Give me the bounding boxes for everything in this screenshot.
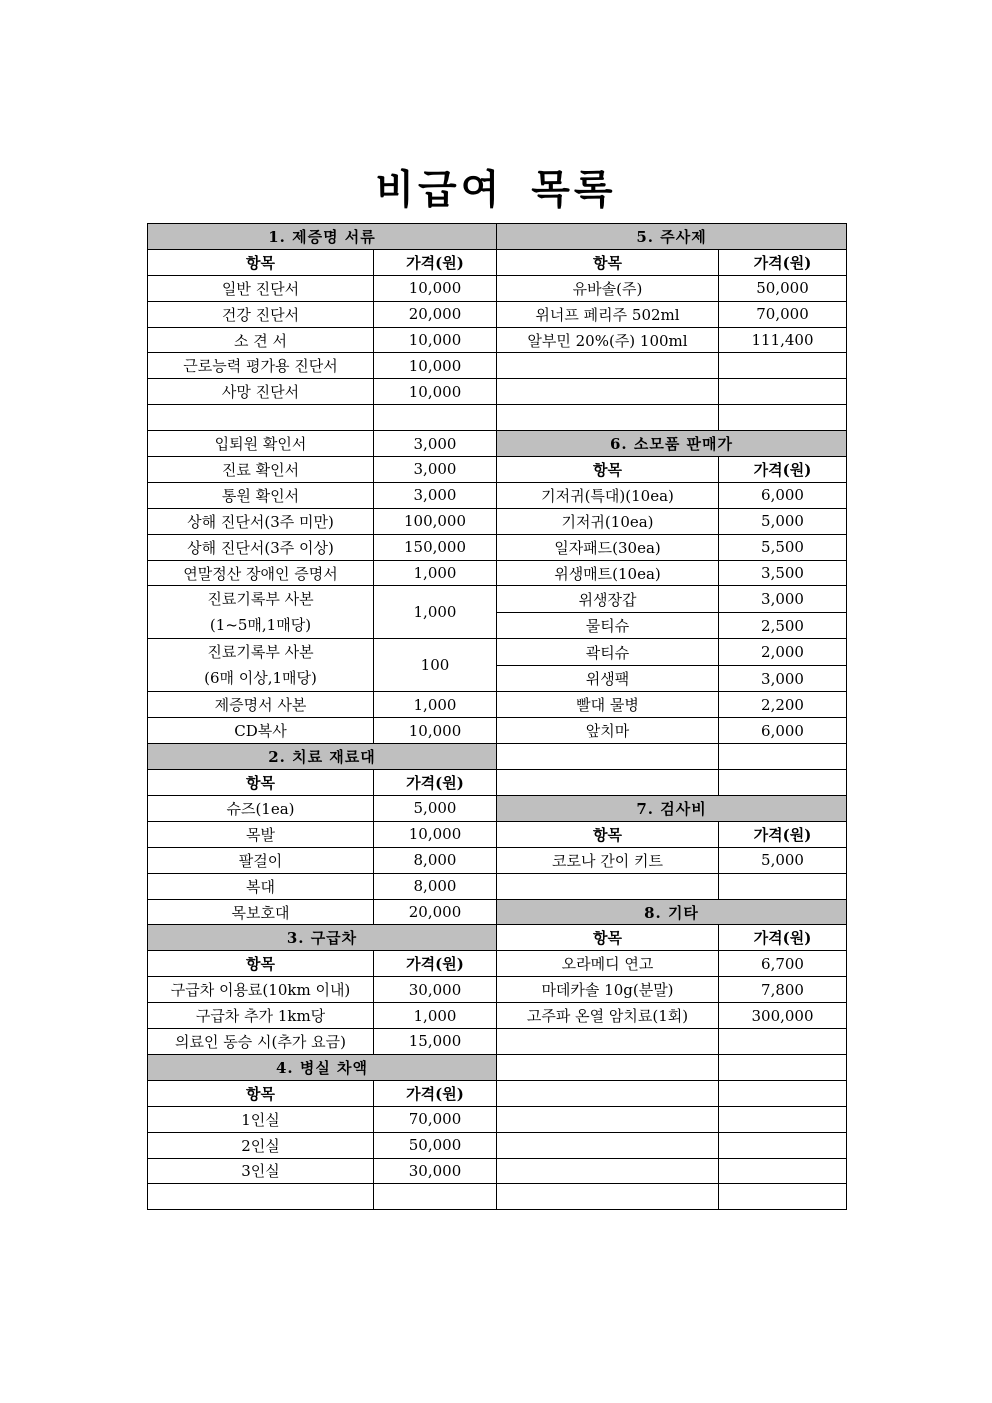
column-header: 항목 [148,951,374,977]
table-cell: 15,000 [374,1029,497,1055]
empty-cell [497,1132,719,1158]
table-row [148,899,847,925]
empty-cell [497,1080,719,1106]
table-row [148,692,847,718]
column-header: 항목 [497,821,719,847]
empty-cell [719,1080,847,1106]
section-header: 8. 기타 [497,899,847,925]
table-cell: 진료 확인서 [148,457,374,483]
table-cell: 유바솔(주) [497,275,719,301]
table-cell: 위생장갑 [497,586,719,613]
table-row [148,1158,847,1184]
table-cell: 입퇴원 확인서 [148,431,374,457]
table-row [148,1054,847,1080]
table-cell: 기저귀(특대)(10ea) [497,482,719,508]
empty-cell [497,1158,719,1184]
table-row [148,1106,847,1132]
table-row [148,1003,847,1029]
table-cell: 5,500 [719,534,847,560]
table-cell: 30,000 [374,1158,497,1184]
table-row [148,977,847,1003]
table-cell: 8,000 [374,873,497,899]
section-header: 7. 검사비 [497,796,847,822]
price-table-body [148,224,847,1210]
table-cell: 2,200 [719,692,847,718]
table-row [148,560,847,586]
cell-line: 진료기록부 사본 [207,643,314,662]
empty-cell [497,353,719,379]
column-header: 항목 [497,249,719,275]
table-cell: 복대 [148,873,374,899]
cell-line: (1~5매,1매당) [209,616,312,635]
table-cell: 곽티슈 [497,639,719,666]
table-cell: 10,000 [374,379,497,405]
table-row [148,718,847,744]
empty-cell [497,379,719,405]
empty-cell [497,1054,719,1080]
table-cell: 3,000 [719,665,847,692]
table-cell: 물티슈 [497,612,719,639]
table-row [148,457,847,483]
column-header: 항목 [497,925,719,951]
column-header: 항목 [148,1080,374,1106]
table-cell: 빨대 물병 [497,692,719,718]
table-cell: 마데카솔 10g(분말) [497,977,719,1003]
empty-cell [719,1132,847,1158]
table-cell: 1,000 [374,560,497,586]
table-row [148,249,847,275]
table-row [148,847,847,873]
empty-cell [719,353,847,379]
table-cell: 30,000 [374,977,497,1003]
page-title: 비급여 목록 [375,167,617,213]
table-cell: 3,000 [374,482,497,508]
table-cell [148,586,374,639]
table-cell: 20,000 [374,899,497,925]
table-row [148,327,847,353]
table-cell: 10,000 [374,327,497,353]
table-cell: 연말정산 장애인 증명서 [148,560,374,586]
table-cell: 6,000 [719,718,847,744]
table-cell: 1,000 [374,692,497,718]
column-header: 가격(원) [374,1080,497,1106]
table-cell: 5,000 [719,847,847,873]
section-header: 2. 치료 재료대 [148,744,497,770]
table-cell: 슈즈(1ea) [148,796,374,822]
empty-cell [497,1106,719,1132]
table-cell: 통원 확인서 [148,482,374,508]
empty-cell [719,1054,847,1080]
table-row [148,951,847,977]
empty-cell [148,405,374,431]
empty-cell [719,873,847,899]
table-row [148,1029,847,1055]
table-cell: 10,000 [374,718,497,744]
table-row [148,796,847,822]
column-header: 가격(원) [374,951,497,977]
table-cell: 50,000 [374,1132,497,1158]
table-cell: 5,000 [374,796,497,822]
column-header: 항목 [148,249,374,275]
section-header: 5. 주사제 [497,224,847,250]
table-cell: 구급차 이용료(10km 이내) [148,977,374,1003]
table-row [148,508,847,534]
table-cell: 3,500 [719,560,847,586]
table-cell: 사망 진단서 [148,379,374,405]
table-cell: 목보호대 [148,899,374,925]
table-cell: 코로나 간이 키트 [497,847,719,873]
table-cell: 100 [374,639,497,692]
table-cell: 300,000 [719,1003,847,1029]
table-cell: 목발 [148,821,374,847]
table-cell: 6,000 [719,482,847,508]
table-row [148,770,847,796]
price-table [147,223,847,1210]
table-cell: 150,000 [374,534,497,560]
table-row [148,482,847,508]
table-cell: 2,500 [719,612,847,639]
column-header: 항목 [148,770,374,796]
table-cell: 근로능력 평가용 진단서 [148,353,374,379]
table-cell: 제증명서 사본 [148,692,374,718]
empty-cell [719,1158,847,1184]
column-header: 가격(원) [374,249,497,275]
table-cell: 고주파 온열 암치료(1회) [497,1003,719,1029]
table-row [148,821,847,847]
table-row [148,873,847,899]
empty-cell [719,744,847,770]
table-row [148,301,847,327]
table-cell: 일자패드(30ea) [497,534,719,560]
table-cell: CD복사 [148,718,374,744]
empty-cell [719,1029,847,1055]
table-row [148,431,847,457]
table-row [148,353,847,379]
table-cell: 팔걸이 [148,847,374,873]
empty-cell [497,873,719,899]
section-header: 1. 제증명 서류 [148,224,497,250]
table-cell: 상해 진단서(3주 이상) [148,534,374,560]
column-header: 가격(원) [719,821,847,847]
table-cell: 오라메디 연고 [497,951,719,977]
table-cell: 8,000 [374,847,497,873]
section-header: 4. 병실 차액 [148,1054,497,1080]
empty-cell [148,1184,374,1210]
table-cell: 50,000 [719,275,847,301]
column-header: 항목 [497,457,719,483]
table-cell: 7,800 [719,977,847,1003]
table-row [148,275,847,301]
table-cell: 위너프 페리주 502ml [497,301,719,327]
cell-line: (6매 이상,1매당) [204,669,317,688]
table-row [148,1132,847,1158]
table-cell: 건강 진단서 [148,301,374,327]
empty-cell [719,405,847,431]
column-header: 가격(원) [719,249,847,275]
table-cell: 10,000 [374,353,497,379]
empty-cell [374,1184,497,1210]
table-cell: 111,400 [719,327,847,353]
table-cell: 2,000 [719,639,847,666]
column-header: 가격(원) [719,925,847,951]
table-cell: 상해 진단서(3주 미만) [148,508,374,534]
table-cell: 3인실 [148,1158,374,1184]
empty-cell [719,1184,847,1210]
table-cell [148,639,374,692]
table-row [148,224,847,250]
table-row [148,379,847,405]
empty-cell [374,405,497,431]
empty-cell [497,744,719,770]
table-row [148,405,847,431]
table-cell: 기저귀(10ea) [497,508,719,534]
cell-line: 진료기록부 사본 [207,590,314,609]
table-cell: 1,000 [374,1003,497,1029]
table-row [148,639,847,666]
table-row [148,1184,847,1210]
table-cell: 10,000 [374,821,497,847]
table-cell: 100,000 [374,508,497,534]
section-header: 3. 구급차 [148,925,497,951]
table-cell: 3,000 [719,586,847,613]
table-row [148,925,847,951]
empty-cell [719,770,847,796]
table-cell: 앞치마 [497,718,719,744]
table-cell: 70,000 [374,1106,497,1132]
table-cell: 1,000 [374,586,497,639]
table-cell: 위생팩 [497,665,719,692]
table-row [148,534,847,560]
empty-cell [497,405,719,431]
table-cell: 6,700 [719,951,847,977]
empty-cell [719,1106,847,1132]
empty-cell [497,1184,719,1210]
table-cell: 10,000 [374,275,497,301]
section-header: 6. 소모품 판매가 [497,431,847,457]
table-row [148,744,847,770]
table-cell: 일반 진단서 [148,275,374,301]
empty-cell [497,770,719,796]
column-header: 가격(원) [374,770,497,796]
table-cell: 알부민 20%(주) 100ml [497,327,719,353]
table-cell: 70,000 [719,301,847,327]
table-cell: 5,000 [719,508,847,534]
table-row [148,1080,847,1106]
column-header: 가격(원) [719,457,847,483]
table-row [148,586,847,613]
table-cell: 3,000 [374,457,497,483]
empty-cell [497,1029,719,1055]
table-cell: 위생매트(10ea) [497,560,719,586]
table-cell: 의료인 동승 시(추가 요금) [148,1029,374,1055]
table-cell: 3,000 [374,431,497,457]
table-cell: 소 견 서 [148,327,374,353]
empty-cell [719,379,847,405]
table-cell: 1인실 [148,1106,374,1132]
table-cell: 구급차 추가 1km당 [148,1003,374,1029]
table-cell: 20,000 [374,301,497,327]
table-cell: 2인실 [148,1132,374,1158]
